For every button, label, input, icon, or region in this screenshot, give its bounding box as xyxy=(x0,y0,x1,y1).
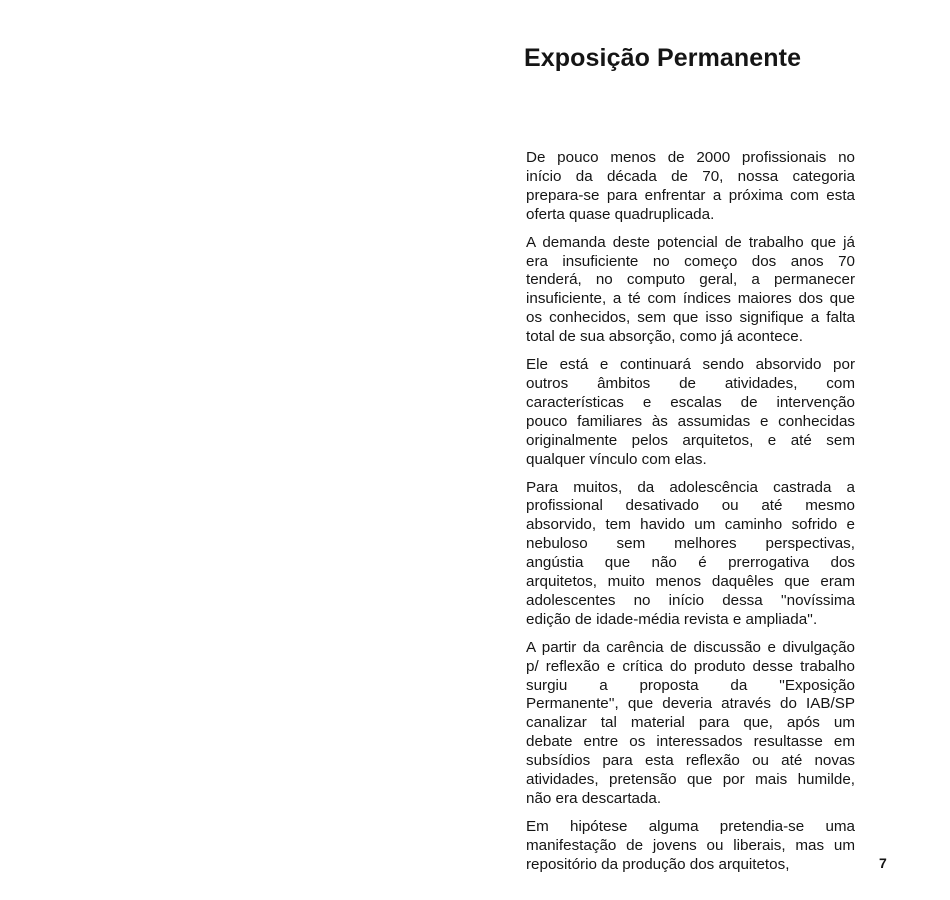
text-line: edição de idade-média revista e ampliada''. xyxy=(526,610,818,628)
text-line: De pouco menos de 2000 profissionais no xyxy=(526,149,855,166)
body-paragraph xyxy=(526,356,855,469)
text-line: atividades, pretensão que por mais humilde, xyxy=(526,771,855,789)
body-paragraph xyxy=(526,639,855,809)
text-line: era insuficiente no começo dos anos 70 xyxy=(526,252,855,270)
text-line: não era descartada. xyxy=(526,790,662,807)
body-paragraph xyxy=(526,149,855,225)
text-line: p/ reflexão e crítica do produto desse trabalho xyxy=(526,657,855,675)
text-line: Permanente'', que deveria através do IAB/SP xyxy=(526,695,855,713)
text-line: oferta quase quadruplicada. xyxy=(526,205,715,223)
body-text-column xyxy=(526,149,855,884)
text-line: arquitetos, muito menos daquêles que eram xyxy=(526,573,855,591)
body-paragraph xyxy=(526,818,855,875)
text-line: insuficiente, a té com índices maiores dos que xyxy=(526,290,855,308)
text-line: canalizar tal material para que, após um xyxy=(526,714,855,732)
text-line: características e escalas de intervenção xyxy=(526,393,855,411)
text-line: total de sua absorção, como já acontece. xyxy=(526,328,803,346)
text-line: nebuloso sem melhores perspectivas, xyxy=(526,535,855,553)
text-line: A partir da carência de discussão e divulgação xyxy=(526,638,855,656)
text-line: profissional desativado ou até mesmo xyxy=(526,497,855,515)
body-paragraph xyxy=(526,479,855,630)
text-line: adolescentes no início dessa ''novíssima xyxy=(526,591,855,609)
body-paragraph xyxy=(526,234,855,347)
text-line: Em hipótese alguma pretendia-se uma xyxy=(526,817,855,835)
text-line: originalmente pelos arquitetos, e até sem xyxy=(526,431,855,449)
text-line: repositório da produção dos arquitetos, xyxy=(526,855,790,873)
page-number: 7 xyxy=(879,855,887,871)
text-line: Ele está e continuará sendo absorvido por xyxy=(526,356,855,374)
text-line: surgiu a proposta da ''Exposição xyxy=(526,676,855,694)
text-line: os conhecidos, sem que isso signifique a falta xyxy=(526,309,855,327)
text-line: absorvido, tem havido um caminho sofrido e xyxy=(526,516,855,534)
text-line: tenderá, no computo geral, a permanecer xyxy=(526,271,855,289)
text-line: outros âmbitos de atividades, com xyxy=(526,374,855,392)
text-line: Para muitos, da adolescência castrada a xyxy=(526,478,855,496)
text-line: A demanda deste potencial de trabalho que já xyxy=(526,233,855,251)
text-line: subsídios para esta reflexão ou até novas xyxy=(526,752,855,770)
text-line: pouco familiares às assumidas e conhecidas xyxy=(526,412,855,430)
text-line: início da década de 70, nossa categoria xyxy=(526,167,855,185)
text-line: qualquer vínculo com elas. xyxy=(526,450,707,468)
text-line: manifestação de jovens ou liberais, mas um xyxy=(526,836,855,854)
text-line: angústia que não é prerrogativa dos xyxy=(526,554,855,572)
text-line: debate entre os interessados resultasse em xyxy=(526,733,855,751)
page-title: Exposição Permanente xyxy=(524,44,802,72)
text-line: prepara-se para enfrentar a próxima com esta xyxy=(526,186,855,204)
